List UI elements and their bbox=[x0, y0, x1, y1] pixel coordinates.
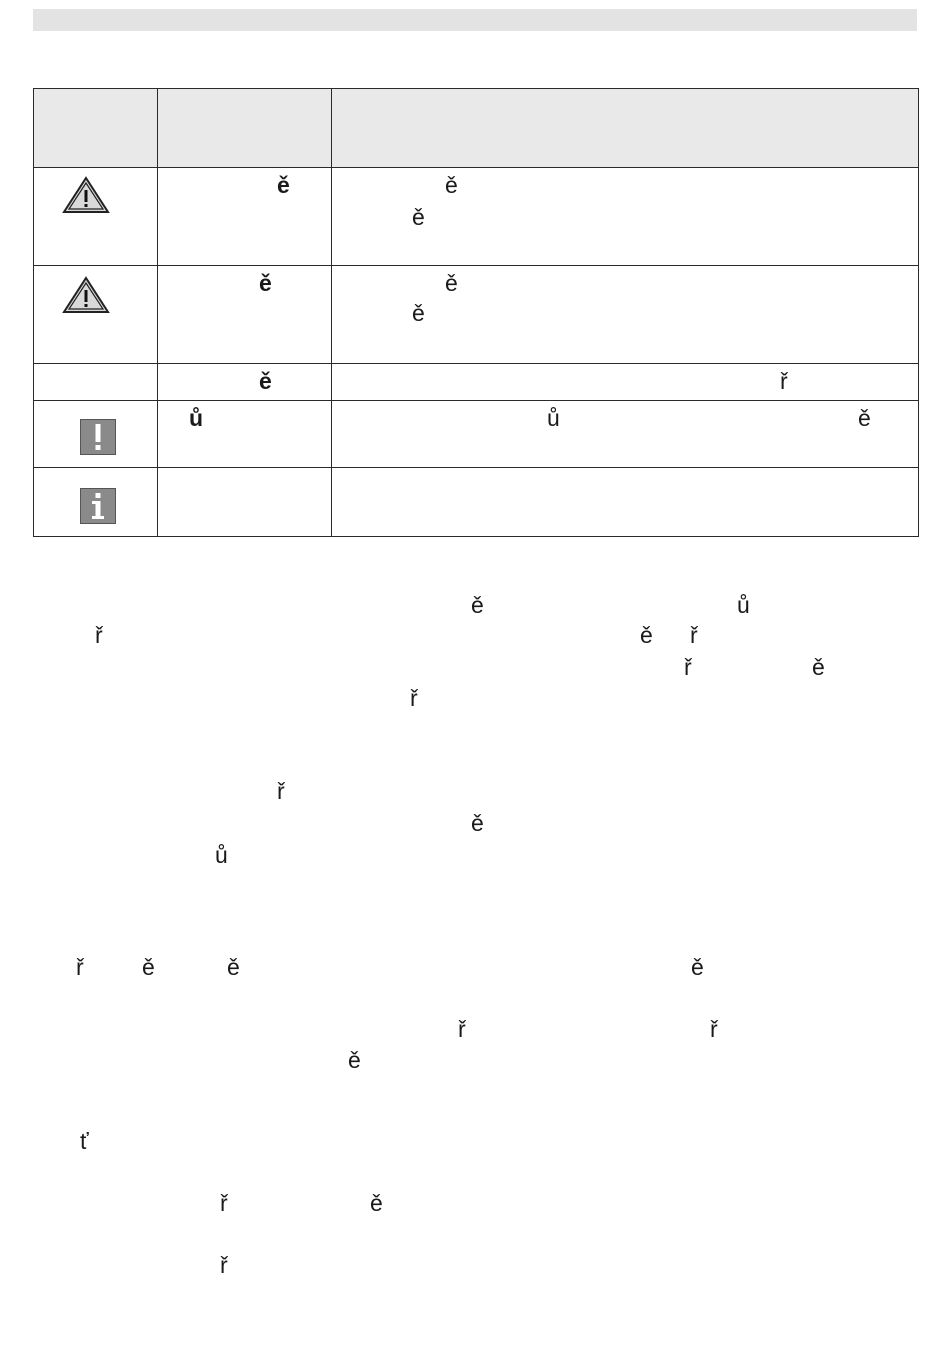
glyph: ě bbox=[142, 954, 155, 980]
row-desc-line: ě bbox=[445, 172, 458, 198]
table-row bbox=[34, 363, 918, 401]
row-desc-line: ř bbox=[780, 368, 788, 394]
row-term: ě bbox=[259, 368, 272, 394]
glyph: ě bbox=[471, 592, 484, 618]
glyph: ř bbox=[710, 1016, 718, 1042]
glyph: ů bbox=[737, 592, 750, 618]
table-column-divider bbox=[157, 89, 158, 536]
table-column-divider bbox=[331, 89, 332, 536]
glyph: ť bbox=[80, 1128, 89, 1154]
glyph: ř bbox=[410, 685, 418, 711]
glyph: ě bbox=[640, 622, 653, 648]
row-desc-line: ů bbox=[547, 405, 560, 431]
header-bar bbox=[33, 9, 917, 31]
row-term: ů bbox=[189, 405, 204, 431]
row-desc-line: ě bbox=[858, 405, 871, 431]
glyph: ř bbox=[277, 778, 285, 804]
exclamation-box-icon bbox=[80, 419, 116, 455]
table-header-row bbox=[34, 89, 918, 167]
glyph: ě bbox=[691, 954, 704, 980]
warning-triangle-icon bbox=[62, 176, 110, 214]
glyph: ř bbox=[76, 954, 84, 980]
glyph: ř bbox=[690, 622, 698, 648]
glyph: ě bbox=[348, 1047, 361, 1073]
row-desc-line: ě bbox=[412, 204, 425, 230]
glyph: ů bbox=[215, 842, 228, 868]
glyph: ř bbox=[95, 622, 103, 648]
glyph: ě bbox=[227, 954, 240, 980]
glyph: ř bbox=[684, 654, 692, 680]
table-row bbox=[34, 467, 918, 537]
row-desc-line: ě bbox=[412, 300, 425, 326]
symbols-table bbox=[33, 88, 919, 537]
glyph: ě bbox=[370, 1190, 383, 1216]
table-row bbox=[34, 265, 918, 364]
glyph: ě bbox=[812, 654, 825, 680]
info-box-icon bbox=[80, 488, 116, 524]
glyph: ř bbox=[220, 1252, 228, 1278]
glyph: ř bbox=[220, 1190, 228, 1216]
table-row bbox=[34, 400, 918, 468]
row-term: ě bbox=[277, 172, 290, 198]
row-term: ě bbox=[259, 270, 272, 296]
table-row bbox=[34, 167, 918, 266]
warning-triangle-icon bbox=[62, 276, 110, 314]
row-desc-line: ě bbox=[445, 270, 458, 296]
glyph: ř bbox=[458, 1016, 466, 1042]
glyph: ě bbox=[471, 810, 484, 836]
